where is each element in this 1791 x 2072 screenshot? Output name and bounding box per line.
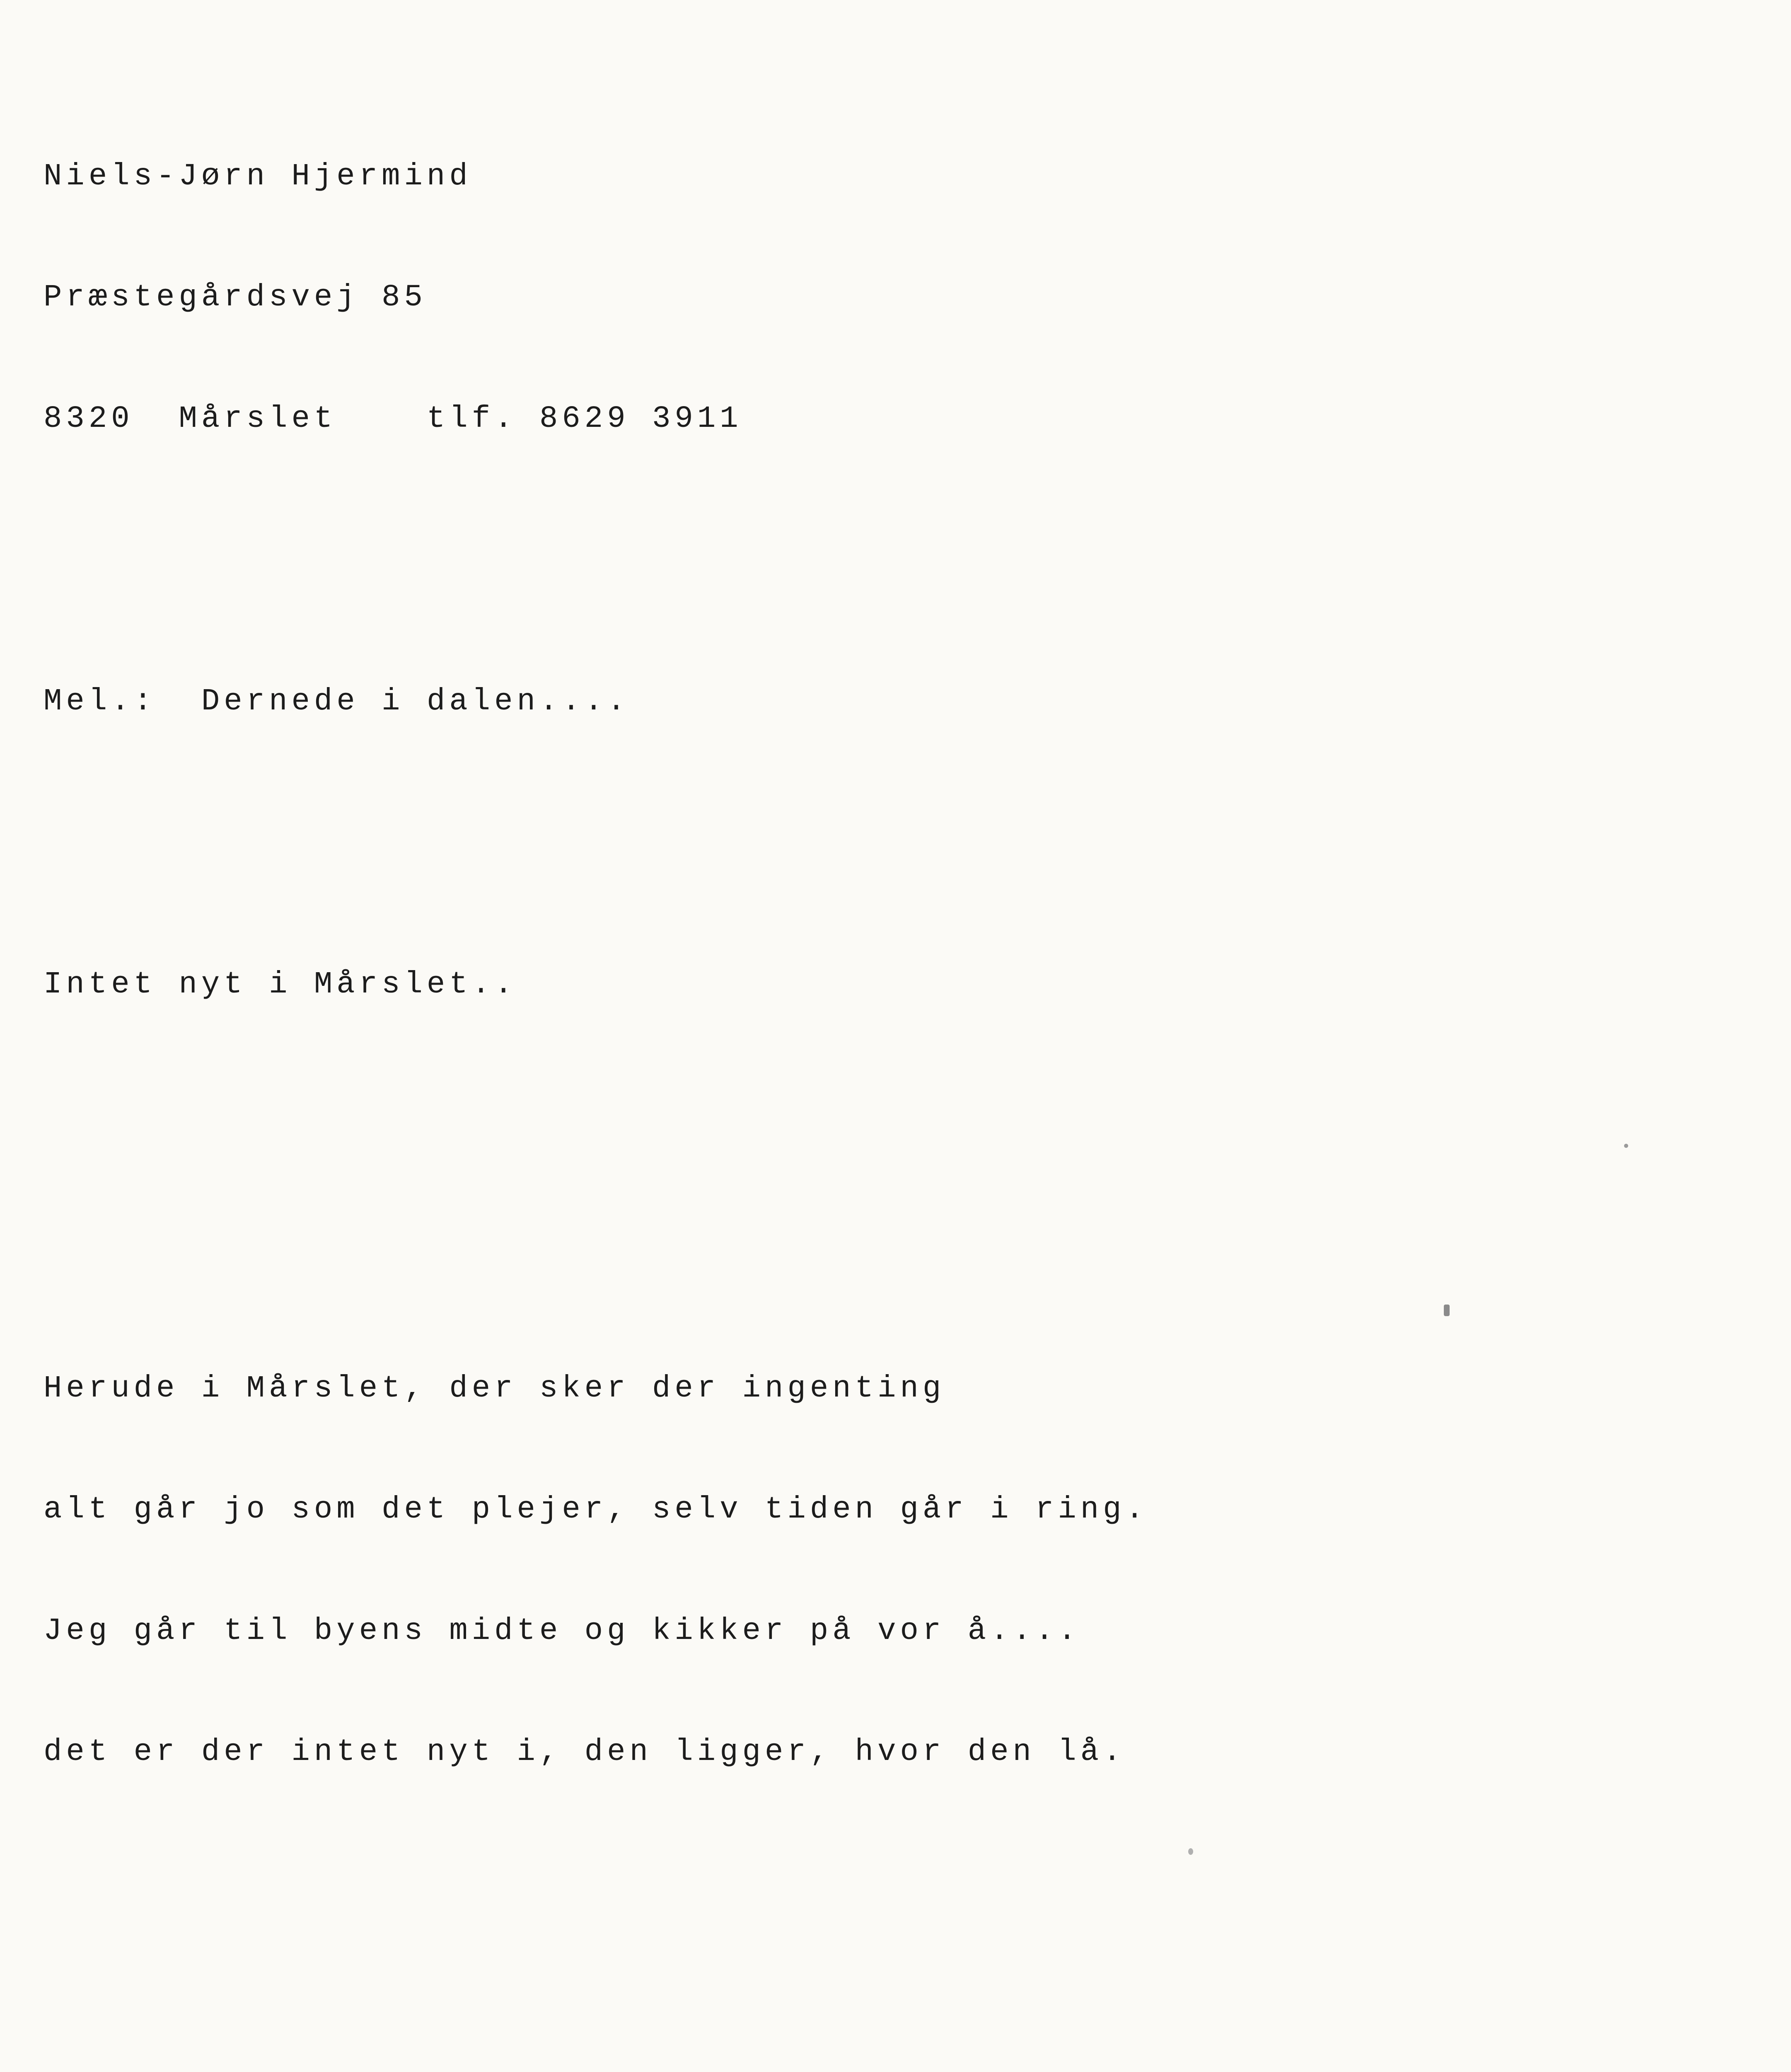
- blank-line: [44, 1086, 1763, 1126]
- verse-line: alt går jo som det plejer, selv tiden går i ring.: [44, 1492, 1148, 1527]
- melody-label: Mel.:: [44, 684, 157, 719]
- sender-phone: tlf. 8629 3911: [426, 401, 742, 436]
- verse-line: Herude i Mårslet, der sker der ingenting: [44, 1371, 945, 1406]
- melody-line: [44, 682, 1763, 722]
- melody-tune: Dernede i dalen....: [201, 684, 630, 719]
- typed-letter: [44, 35, 1763, 2072]
- scan-speck: [1624, 1144, 1628, 1148]
- blank-line: [44, 520, 1763, 561]
- sender-street: Præstegårdsvej 85: [44, 280, 427, 315]
- blank-line: [44, 1934, 1763, 1975]
- sender-name: Niels-Jørn Hjermind: [44, 159, 472, 194]
- song-title: Intet nyt i Mårslet..: [44, 967, 517, 1002]
- sender-address-line: [44, 399, 1763, 440]
- verse-1: [44, 1288, 1763, 1854]
- scan-speck: [1444, 1305, 1450, 1316]
- blank-line: [44, 803, 1763, 844]
- sender-city: 8320 Mårslet: [44, 401, 337, 436]
- verse-line: det er der intet nyt i, den ligger, hvor den lå.: [44, 1735, 1126, 1769]
- verse-line: Jeg går til byens midte og kikker på vor å....: [44, 1613, 1080, 1648]
- scan-speck: [1188, 1848, 1193, 1855]
